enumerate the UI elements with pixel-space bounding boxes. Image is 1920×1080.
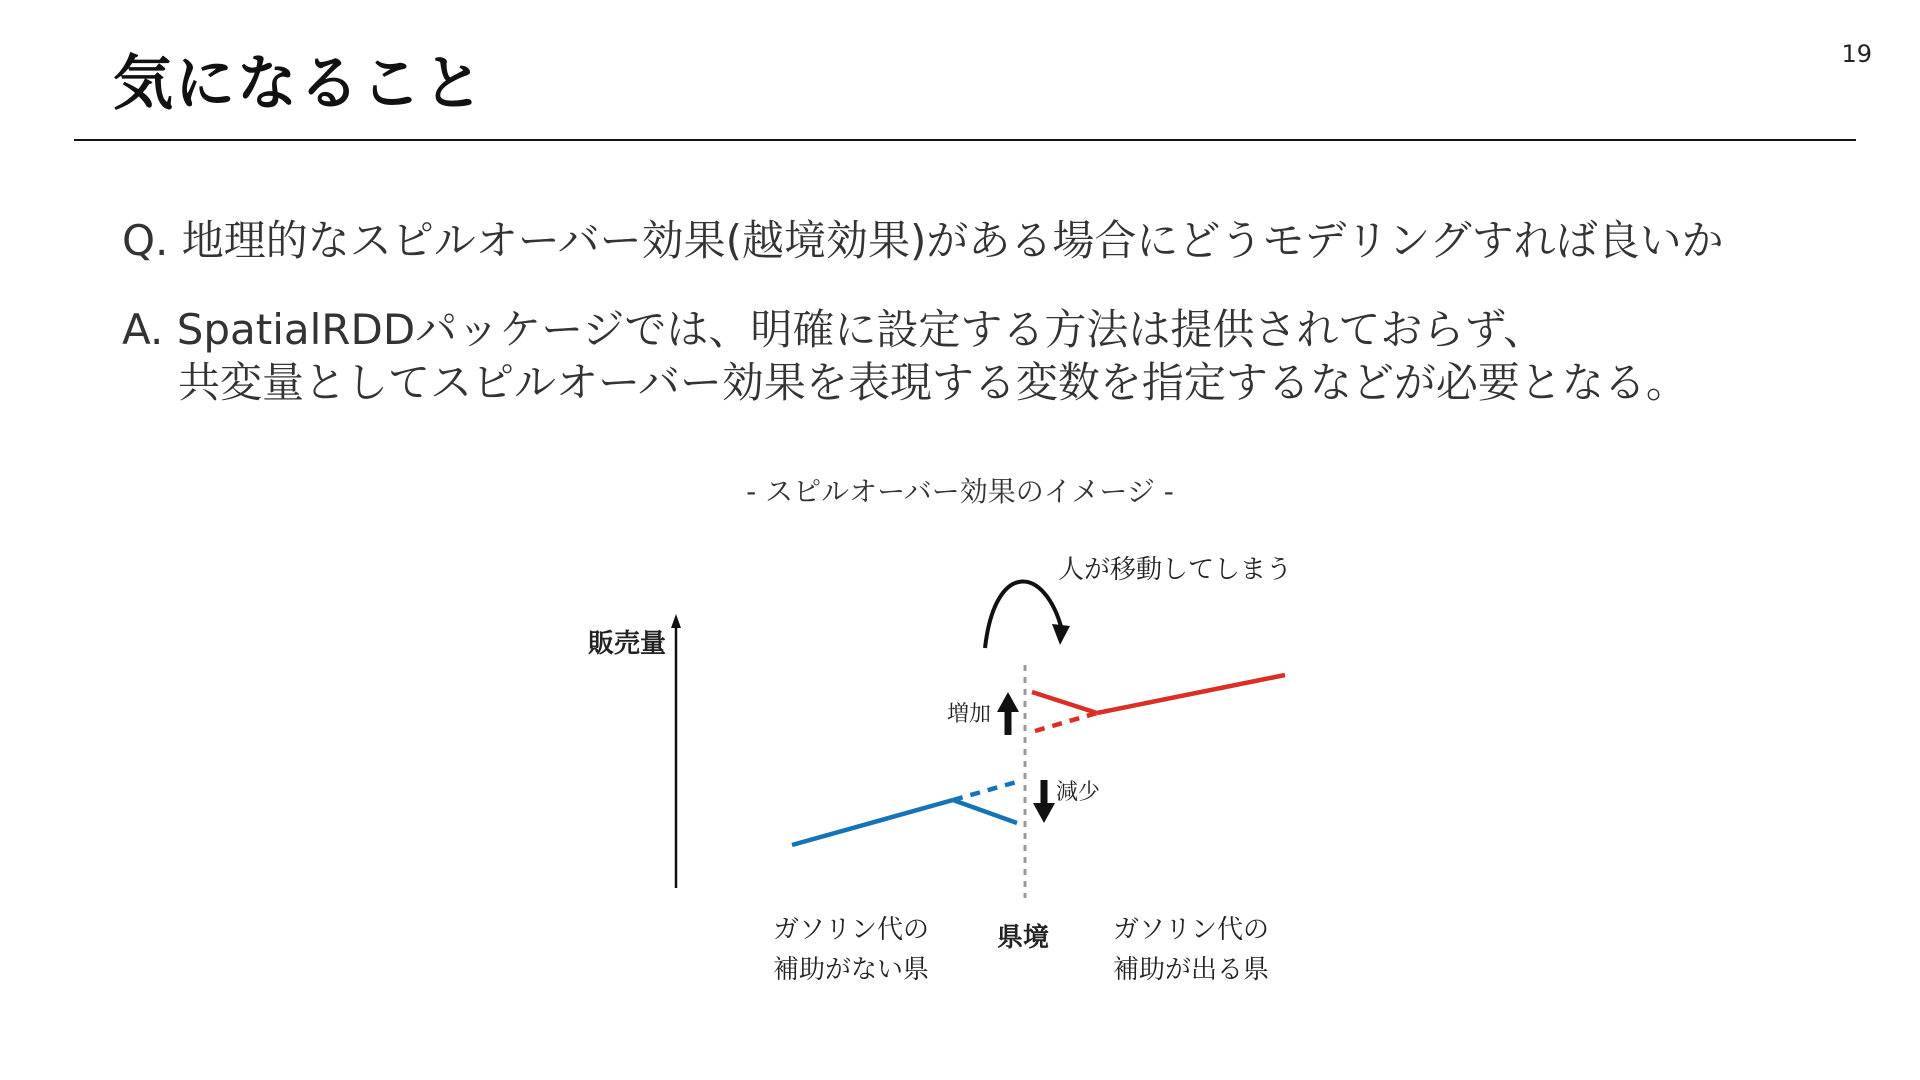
movement-arrowhead — [1052, 624, 1070, 645]
movement-arrow — [985, 582, 1062, 648]
increase-label: 増加 — [947, 702, 992, 727]
left-region-label-line-2: 補助がない県 — [773, 955, 930, 985]
answer-text-line-2: 共変量としてスピルオーバー効果を表現する変数を指定するなどが必要となる。 — [178, 358, 1688, 407]
movement-label: 人が移動してしまう — [1058, 555, 1293, 585]
control-counterfactual — [953, 781, 1020, 800]
slide-title: 気になること — [113, 49, 485, 119]
treated-counterfactual — [1035, 713, 1097, 731]
y-axis-label: 販売量 — [588, 629, 667, 659]
answer-text-line-1: A. SpatialRDDパッケージでは、明確に設定する方法は提供されておらず、 — [122, 305, 1545, 354]
decrease-label: 減少 — [1056, 780, 1101, 805]
treated-trend-line — [1097, 675, 1285, 713]
decrease-arrow-head — [1033, 803, 1055, 823]
control-observed-drop — [953, 800, 1017, 823]
page-number: 19 — [1841, 40, 1872, 68]
control-trend-line — [792, 800, 953, 845]
treated-observed-jump — [1032, 692, 1097, 713]
border-label: 県境 — [997, 923, 1050, 953]
y-axis-arrowhead — [671, 614, 681, 628]
left-region-label-line-1: ガソリン代の — [773, 915, 930, 945]
increase-arrow-head — [997, 692, 1019, 712]
question-text: Q. 地理的なスピルオーバー効果(越境効果)がある場合にどうモデリングすれば良いか — [122, 216, 1724, 265]
diagram-caption: - スピルオーバー効果のイメージ - — [746, 475, 1174, 508]
right-region-label-line-2: 補助が出る県 — [1113, 955, 1270, 985]
right-region-label-line-1: ガソリン代の — [1113, 915, 1270, 945]
